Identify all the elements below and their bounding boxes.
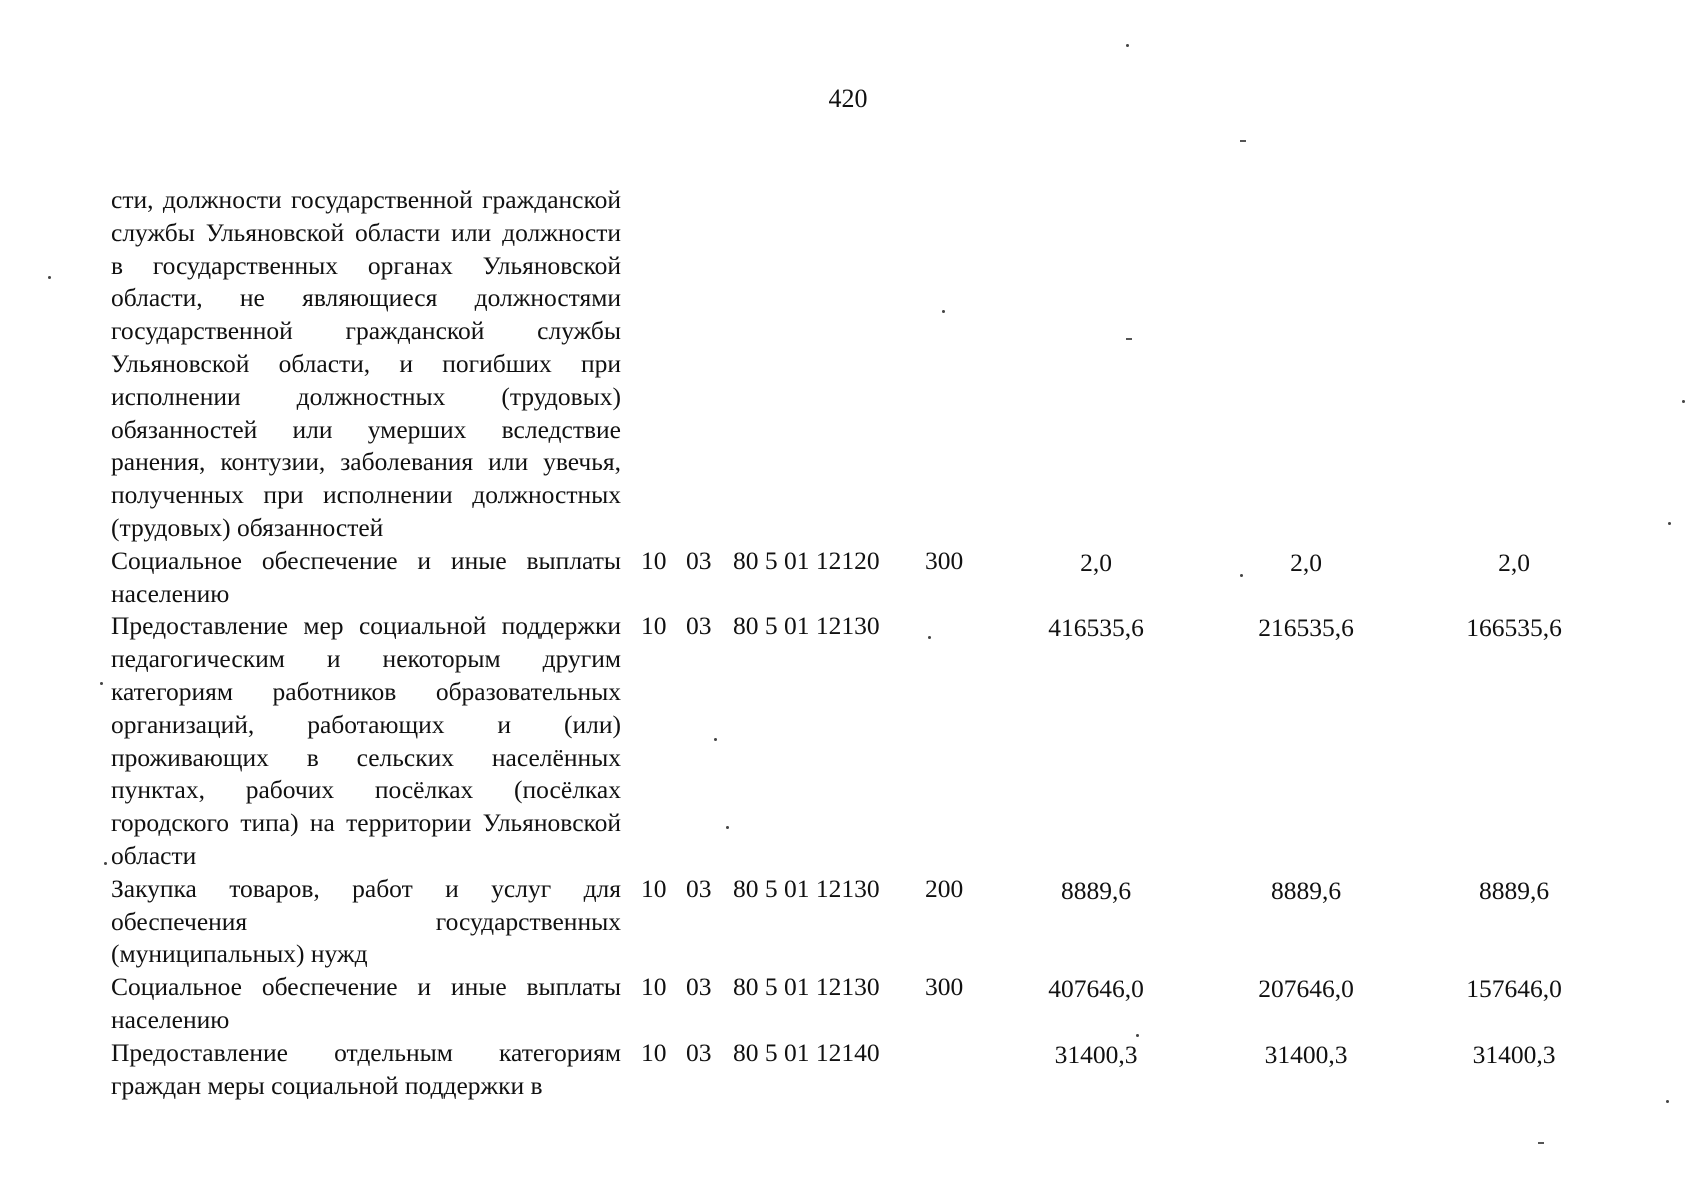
- section-code: 10: [641, 873, 667, 903]
- scan-speck: [48, 276, 51, 279]
- scan-speck: [1538, 1142, 1544, 1144]
- section-code: 10: [641, 545, 667, 575]
- amount-year-2: 31400,3: [1264, 1039, 1348, 1069]
- scan-speck: [928, 636, 931, 639]
- amount-year-2: 2,0: [1290, 547, 1322, 577]
- amount-year-2: 8889,6: [1270, 875, 1342, 905]
- table-row: [111, 873, 1611, 971]
- section-code: 10: [641, 611, 667, 641]
- scan-speck: [1240, 574, 1243, 577]
- subsection-code: 03: [686, 611, 712, 641]
- amount-year-2: 216535,6: [1258, 613, 1354, 643]
- table-row: [111, 1037, 1611, 1103]
- target-article-code: 80 5 01 12120: [733, 545, 880, 575]
- scan-speck: [1126, 44, 1129, 47]
- row-description: сти, должности государственной гражданской службы Ульяновской области или должности в государственных органах Ульяновской области, не являющиеся должностями государственной гражданской службы Ульяновской области, и погибших при исполнении должностных (трудовых) обязанностей или умерших вследствие ранения, контузии, заболевания или увечья, полученных при исполнении должностных (трудовых) обязанностей: [111, 185, 621, 542]
- amount-year-3: 31400,3: [1472, 1039, 1556, 1069]
- scan-speck: [1666, 1100, 1669, 1103]
- amount-year-1: 416535,6: [1048, 613, 1144, 643]
- amount-year-3: 166535,6: [1466, 613, 1562, 643]
- row-description: Социальное обеспечение и иные выплаты населению: [111, 972, 621, 1034]
- amount-year-3: 157646,0: [1466, 974, 1562, 1004]
- scan-speck: [100, 682, 103, 685]
- scan-speck: [1682, 400, 1685, 403]
- scan-speck: [714, 738, 717, 741]
- amount-year-1: 31400,3: [1054, 1039, 1138, 1069]
- scan-speck: [726, 826, 729, 829]
- target-article-code: 80 5 01 12130: [733, 972, 880, 1002]
- scan-speck: [1668, 522, 1671, 525]
- scan-speck: [1126, 338, 1132, 340]
- amount-year-3: 2,0: [1498, 547, 1530, 577]
- target-article-code: 80 5 01 12130: [733, 611, 880, 641]
- budget-table: [111, 184, 1611, 1102]
- row-description: Социальное обеспечение и иные выплаты населению: [111, 545, 621, 608]
- scan-speck: [1136, 1034, 1139, 1037]
- scan-speck: [942, 310, 945, 313]
- amount-year-1: 8889,6: [1060, 875, 1132, 905]
- scan-speck: [104, 862, 107, 865]
- amount-year-3: 8889,6: [1478, 875, 1550, 905]
- amount-year-1: 407646,0: [1048, 974, 1144, 1004]
- amount-year-2: 207646,0: [1258, 974, 1354, 1004]
- expense-type-code: 200: [925, 873, 964, 903]
- target-article-code: 80 5 01 12140: [733, 1037, 880, 1067]
- scan-speck: [1240, 140, 1246, 142]
- subsection-code: 03: [686, 873, 712, 903]
- subsection-code: 03: [686, 972, 712, 1002]
- amount-year-1: 2,0: [1080, 547, 1112, 577]
- row-description: Закупка товаров, работ и услуг для обеспечения государственных (муниципальных) нужд: [111, 873, 621, 969]
- subsection-code: 03: [686, 545, 712, 575]
- target-article-code: 80 5 01 12130: [733, 873, 880, 903]
- table-row: [111, 610, 1611, 872]
- section-code: 10: [641, 972, 667, 1002]
- row-description: Предоставление мер социальной поддержки педагогическим и некоторым другим категориям работников образовательных организаций, работающих и (или) проживающих в сельских населённых пунктах, рабочих посёлках (посёлках городского типа) на территории Ульяновской области: [111, 611, 621, 870]
- row-description: Предоставление отдельным категориям граждан меры социальной поддержки в: [111, 1037, 621, 1100]
- page-number: 420: [828, 84, 868, 113]
- table-row: [111, 971, 1611, 1037]
- section-code: 10: [641, 1037, 667, 1067]
- expense-type-code: 300: [925, 545, 964, 575]
- table-row: [111, 184, 1611, 545]
- subsection-code: 03: [686, 1037, 712, 1067]
- expense-type-code: 300: [925, 972, 964, 1002]
- table-row: [111, 545, 1611, 611]
